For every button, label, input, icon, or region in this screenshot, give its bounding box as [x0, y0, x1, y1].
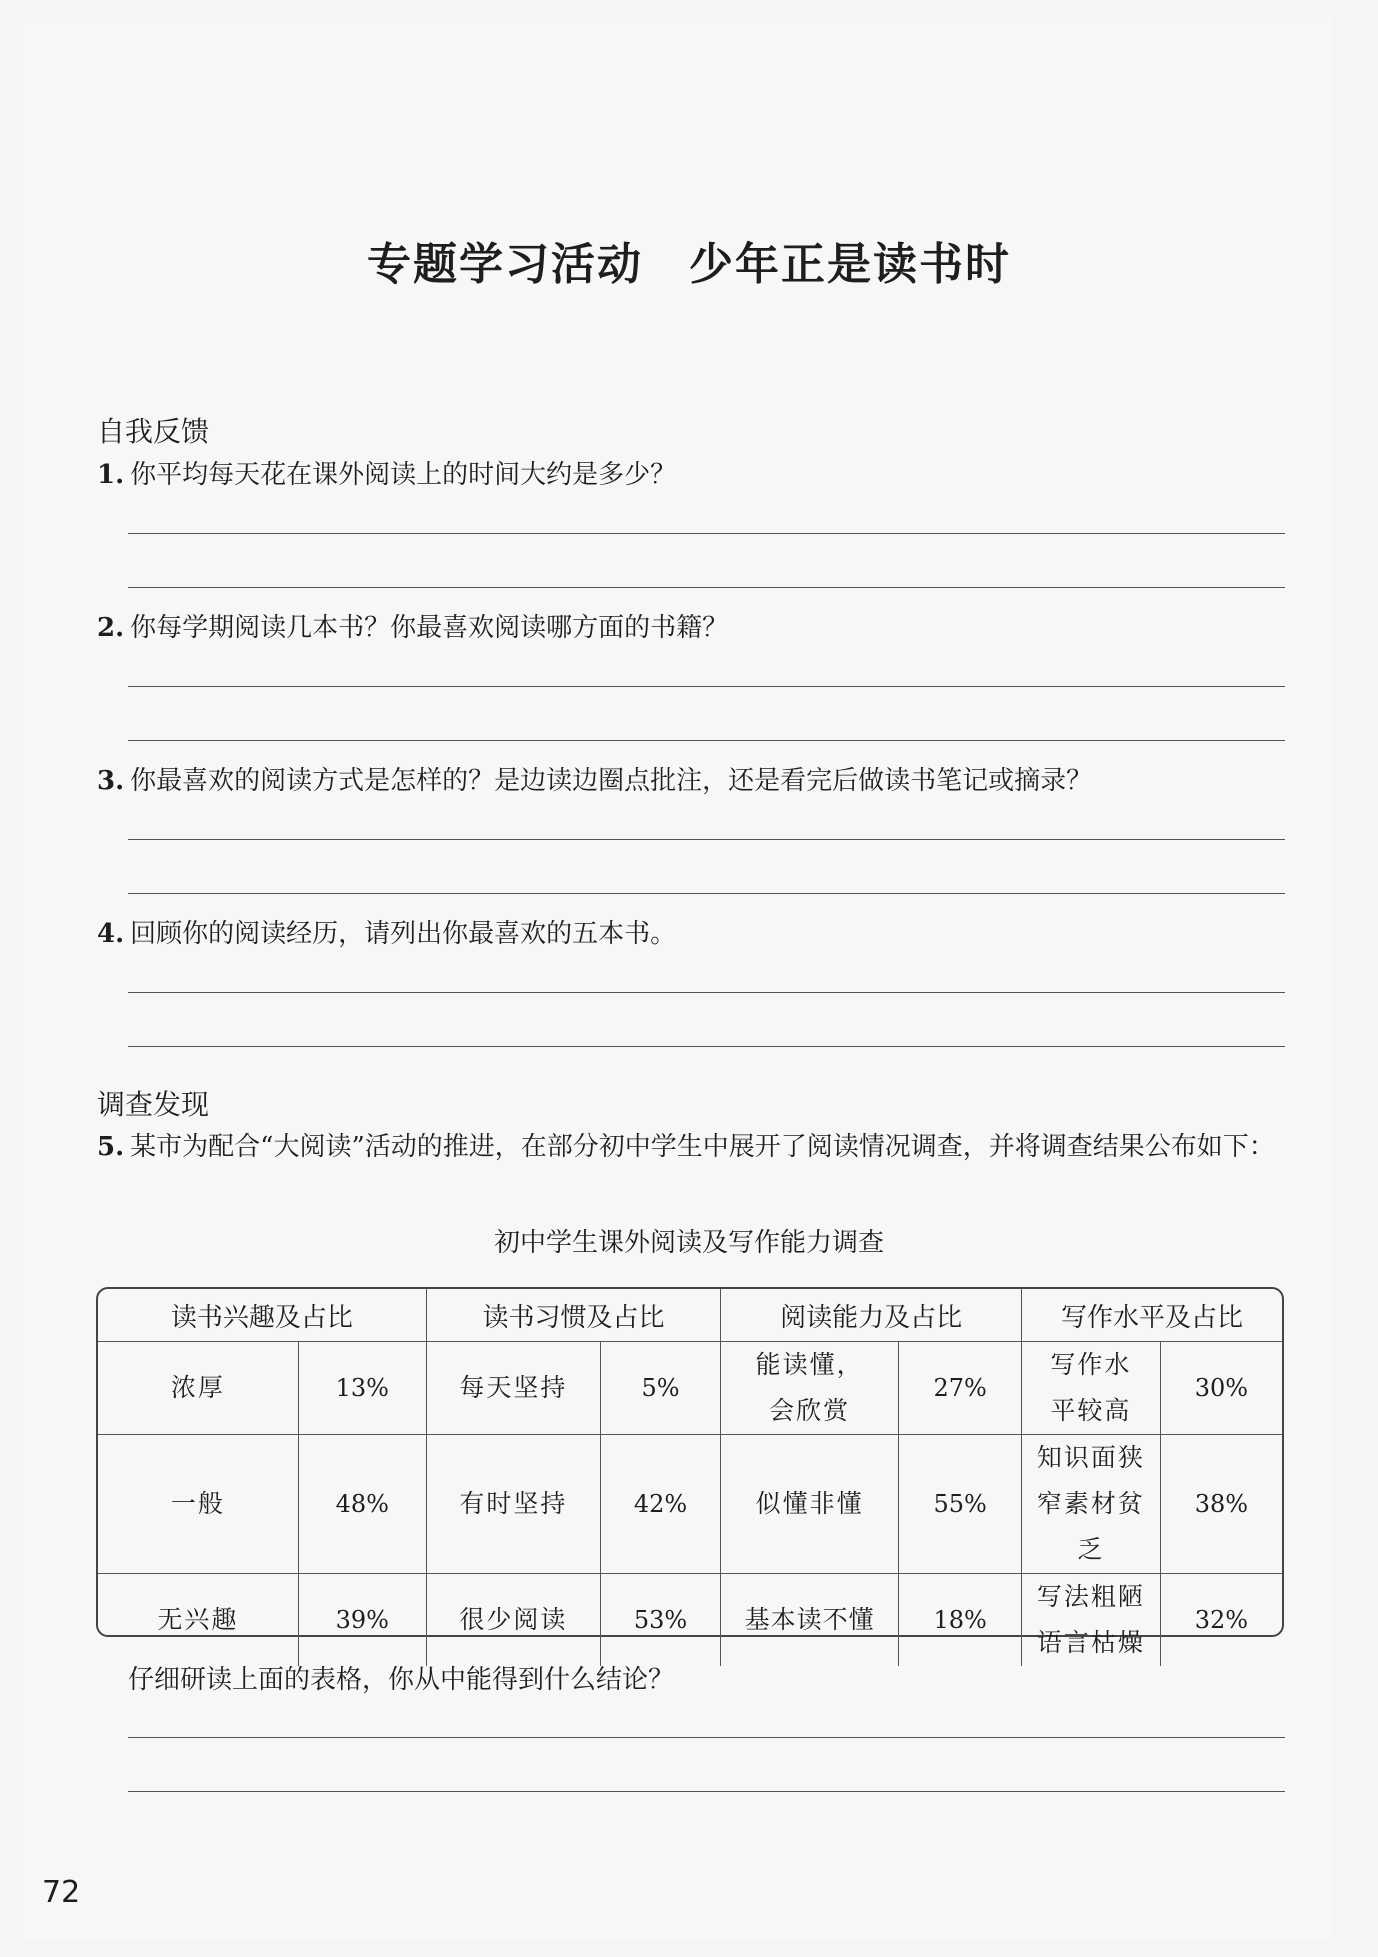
followup-question: 仔细研读上面的表格，你从中能得到什么结论？	[128, 1665, 675, 1695]
answer-line[interactable]	[128, 740, 1285, 741]
answer-line[interactable]	[128, 686, 1285, 687]
table-row	[98, 1342, 1282, 1435]
answer-line[interactable]	[128, 533, 1285, 534]
question-1	[97, 453, 1287, 497]
table-cell-label: 知识面狭窄素材贫乏	[1022, 1435, 1161, 1574]
question-number: 5.	[97, 1132, 125, 1162]
table-cell-percent: 18%	[899, 1574, 1022, 1667]
table-row	[98, 1574, 1282, 1667]
answer-line[interactable]	[128, 587, 1285, 588]
section-heading-survey: 调查发现	[97, 1088, 210, 1121]
table-cell-label: 有时坚持	[426, 1435, 600, 1574]
answer-line[interactable]	[128, 839, 1285, 840]
column-header: 写作水平及占比	[1022, 1289, 1282, 1342]
table-cell-percent: 30%	[1160, 1342, 1282, 1435]
table-cell-percent: 27%	[899, 1342, 1022, 1435]
table-cell-label: 无兴趣	[98, 1574, 298, 1667]
question-number: 4.	[97, 919, 125, 949]
table-cell-percent: 48%	[298, 1435, 426, 1574]
table-cell-label: 很少阅读	[426, 1574, 600, 1667]
question-number: 1.	[97, 460, 125, 490]
question-text: 你每学期阅读几本书？你最喜欢阅读哪方面的书籍？	[130, 613, 729, 643]
page-title: 专题学习活动 少年正是读书时	[367, 239, 1011, 290]
answer-line[interactable]	[128, 1737, 1285, 1738]
page-number: 72	[42, 1875, 81, 1910]
table-cell-label: 每天坚持	[426, 1342, 600, 1435]
table-cell-label: 基本读不懂	[721, 1574, 899, 1667]
table-cell-percent: 39%	[298, 1574, 426, 1667]
column-header: 阅读能力及占比	[721, 1289, 1022, 1342]
table-cell-label: 写作水平较高	[1022, 1342, 1161, 1435]
answer-line[interactable]	[128, 893, 1285, 894]
table-row	[98, 1435, 1282, 1574]
question-text: 回顾你的阅读经历，请列出你最喜欢的五本书。	[130, 919, 677, 949]
table-cell-percent: 5%	[600, 1342, 720, 1435]
answer-line[interactable]	[128, 1791, 1285, 1792]
table-cell-label: 浓厚	[98, 1342, 298, 1435]
question-4	[97, 912, 1287, 956]
answer-line[interactable]	[128, 1046, 1285, 1047]
table-header-row	[98, 1289, 1282, 1342]
table-cell-label: 能读懂，会欣赏	[721, 1342, 899, 1435]
question-3	[97, 759, 1287, 803]
question-text: 你平均每天花在课外阅读上的时间大约是多少？	[130, 460, 677, 490]
table-cell-percent: 42%	[600, 1435, 720, 1574]
table-caption: 初中学生课外阅读及写作能力调查	[493, 1228, 884, 1258]
table-cell-percent: 53%	[600, 1574, 720, 1667]
section-heading-self-feedback: 自我反馈	[97, 415, 210, 448]
answer-line[interactable]	[128, 992, 1285, 993]
question-5	[97, 1125, 1287, 1169]
table-cell-percent: 13%	[298, 1342, 426, 1435]
question-text: 你最喜欢的阅读方式是怎样的？是边读边圈点批注，还是看完后做读书笔记或摘录？	[130, 766, 1093, 796]
column-header: 读书兴趣及占比	[98, 1289, 426, 1342]
table-cell-label: 一般	[98, 1435, 298, 1574]
table-cell-label: 写法粗陋语言枯燥	[1022, 1574, 1161, 1667]
table-cell-percent: 38%	[1160, 1435, 1282, 1574]
survey-table	[96, 1287, 1284, 1657]
table-cell-percent: 32%	[1160, 1574, 1282, 1667]
question-text: 某市为配合“大阅读”活动的推进，在部分初中学生中展开了阅读情况调查，并将调查结果公布如下：	[130, 1132, 1275, 1162]
question-2	[97, 606, 1287, 650]
question-number: 3.	[97, 766, 125, 796]
table-cell-percent: 55%	[899, 1435, 1022, 1574]
table-cell-label: 似懂非懂	[721, 1435, 899, 1574]
column-header: 读书习惯及占比	[426, 1289, 720, 1342]
question-number: 2.	[97, 613, 125, 643]
